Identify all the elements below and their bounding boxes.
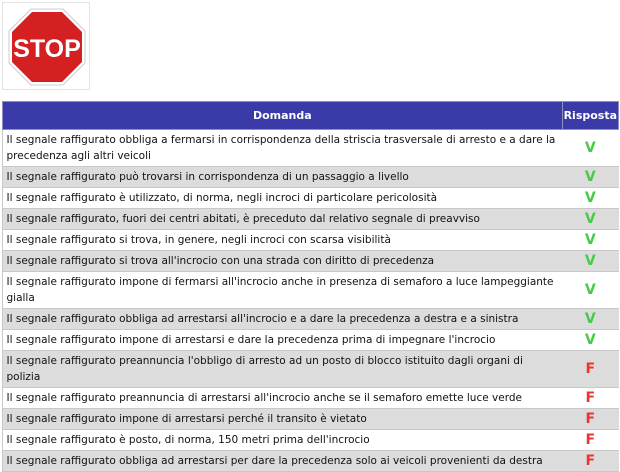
header-answer: Risposta: [562, 102, 618, 130]
table-row: [3, 272, 619, 309]
question-text: Il segnale raffigurato obbliga ad arrestarsi all'incrocio e a dare la precedenza a destra e a sinistra: [3, 309, 563, 330]
answer-badge: V: [562, 188, 618, 209]
answer-badge: F: [562, 388, 618, 409]
table-row: [3, 230, 619, 251]
question-text: Il segnale raffigurato impone di fermarsi all'incrocio anche in presenza di semaforo a luce lampeggiante gialla: [3, 272, 563, 309]
question-text: Il segnale raffigurato è utilizzato, di norma, negli incroci di particolare pericolosità: [3, 188, 563, 209]
answer-badge: F: [562, 409, 618, 430]
table-row: [3, 351, 619, 388]
table-row: [3, 388, 619, 409]
answer-badge: V: [562, 167, 618, 188]
table-row: [3, 167, 619, 188]
question-text: Il segnale raffigurato è posto, di norma, 150 metri prima dell'incrocio: [3, 430, 563, 451]
table-row: [3, 409, 619, 430]
question-text: Il segnale raffigurato impone di arrestarsi perché il transito è vietato: [3, 409, 563, 430]
table-row: [3, 309, 619, 330]
table-header-row: [3, 102, 619, 130]
table-row: [3, 330, 619, 351]
question-text: Il segnale raffigurato impone di arrestarsi e dare la precedenza prima di impegnare l'incrocio: [3, 330, 563, 351]
answer-badge: V: [562, 251, 618, 272]
header-question: Domanda: [3, 102, 563, 130]
answer-badge: F: [562, 451, 618, 472]
answer-badge: V: [562, 272, 618, 309]
table-row: [3, 130, 619, 167]
answer-badge: F: [562, 430, 618, 451]
question-text: Il segnale raffigurato si trova, in genere, negli incroci con scarsa visibilità: [3, 230, 563, 251]
answer-badge: V: [562, 230, 618, 251]
table-row: [3, 209, 619, 230]
question-text: Il segnale raffigurato obbliga a fermarsi in corrispondenza della striscia trasversale di arresto e a dare la precedenza agli altri veicoli: [3, 130, 563, 167]
answer-badge: F: [562, 351, 618, 388]
question-text: Il segnale raffigurato si trova all'incrocio con una strada con diritto di precedenza: [3, 251, 563, 272]
question-text: Il segnale raffigurato preannuncia l'obbligo di arresto ad un posto di blocco istituito dagli organi di polizia: [3, 351, 563, 388]
table-row: [3, 251, 619, 272]
answer-badge: V: [562, 209, 618, 230]
answer-badge: V: [562, 309, 618, 330]
stop-sign-image: [2, 2, 90, 90]
table-row: [3, 188, 619, 209]
question-text: Il segnale raffigurato può trovarsi in corrispondenza di un passaggio a livello: [3, 167, 563, 188]
question-text: Il segnale raffigurato, fuori dei centri abitati, è preceduto dal relativo segnale di preavviso: [3, 209, 563, 230]
quiz-table: [2, 101, 619, 472]
stop-sign-icon: [7, 7, 87, 87]
question-text: Il segnale raffigurato preannuncia di arrestarsi all'incrocio anche se il semaforo emette luce verde: [3, 388, 563, 409]
table-row: [3, 451, 619, 472]
table-row: [3, 430, 619, 451]
answer-badge: V: [562, 130, 618, 167]
answer-badge: V: [562, 330, 618, 351]
question-text: Il segnale raffigurato obbliga ad arrestarsi per dare la precedenza solo ai veicoli provenienti da destra: [3, 451, 563, 472]
svg-text:STOP: STOP: [13, 35, 81, 63]
